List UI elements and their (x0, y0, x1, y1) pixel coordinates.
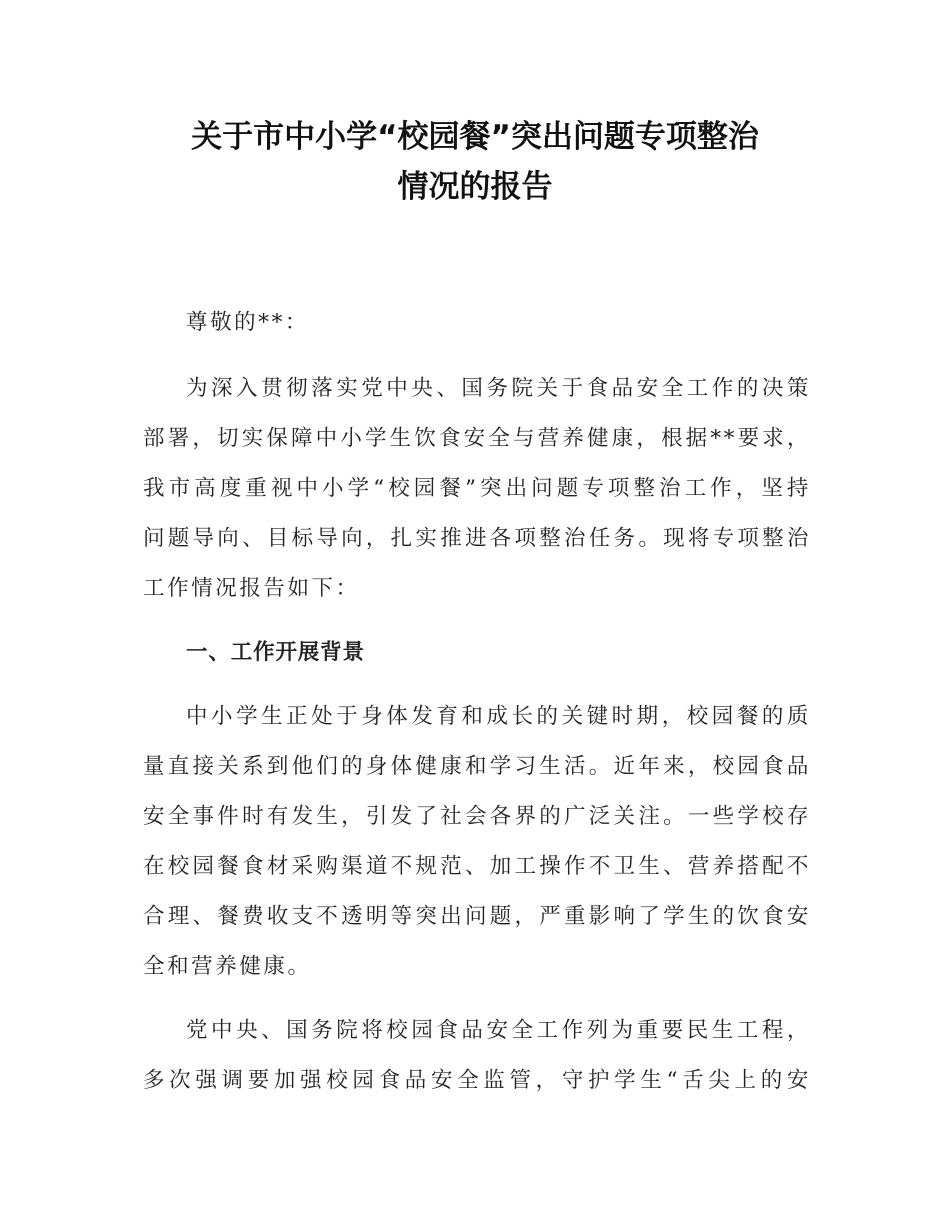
salutation-text: 尊敬的**： (186, 310, 309, 335)
intro-line-4: 问题导向、目标导向，扎实推进各项整治任务。现将专项整治 (143, 526, 811, 551)
document-title (0, 112, 950, 212)
background-line-6: 全和营养健康。 (143, 954, 312, 979)
title-line-2: 情况的报告 (397, 169, 553, 205)
section-heading-background (143, 628, 811, 678)
background-line-1: 中小学生正处于身体发育和成长的关键时期，校园餐的质 (186, 704, 811, 729)
policy-line-1: 党中央、国务院将校园食品安全工作列为重要民生工程， (186, 1018, 811, 1043)
intro-line-1: 为深入贯彻落实党中央、国务院关于食品安全工作的决策 (186, 376, 811, 401)
background-line-4: 在校园餐食材采购渠道不规范、加工操作不卫生、营养搭配不 (143, 854, 811, 879)
salutation (143, 298, 811, 348)
title-line-1: 关于市中小学“校园餐”突出问题专项整治 (191, 119, 759, 155)
intro-line-3: 我市高度重视中小学“校园餐”突出问题专项整治工作，坚持 (143, 476, 811, 501)
background-line-5: 合理、餐费收支不透明等突出问题，严重影响了学生的饮食安 (143, 904, 811, 929)
policy-paragraph (143, 1006, 811, 1106)
policy-line-2: 多次强调要加强校园食品安全监管，守护学生“舌尖上的安 (143, 1068, 811, 1093)
section-heading-text: 一、工作开展背景 (186, 640, 365, 665)
background-paragraph (143, 692, 811, 992)
intro-paragraph (143, 364, 811, 614)
intro-line-5: 工作情况报告如下： (143, 576, 360, 601)
background-line-3: 安全事件时有发生，引发了社会各界的广泛关注。一些学校存 (143, 804, 811, 829)
intro-line-2: 部署，切实保障中小学生饮食安全与营养健康，根据**要求， (143, 426, 811, 451)
background-line-2: 量直接关系到他们的身体健康和学习生活。近年来，校园食品 (143, 754, 811, 779)
